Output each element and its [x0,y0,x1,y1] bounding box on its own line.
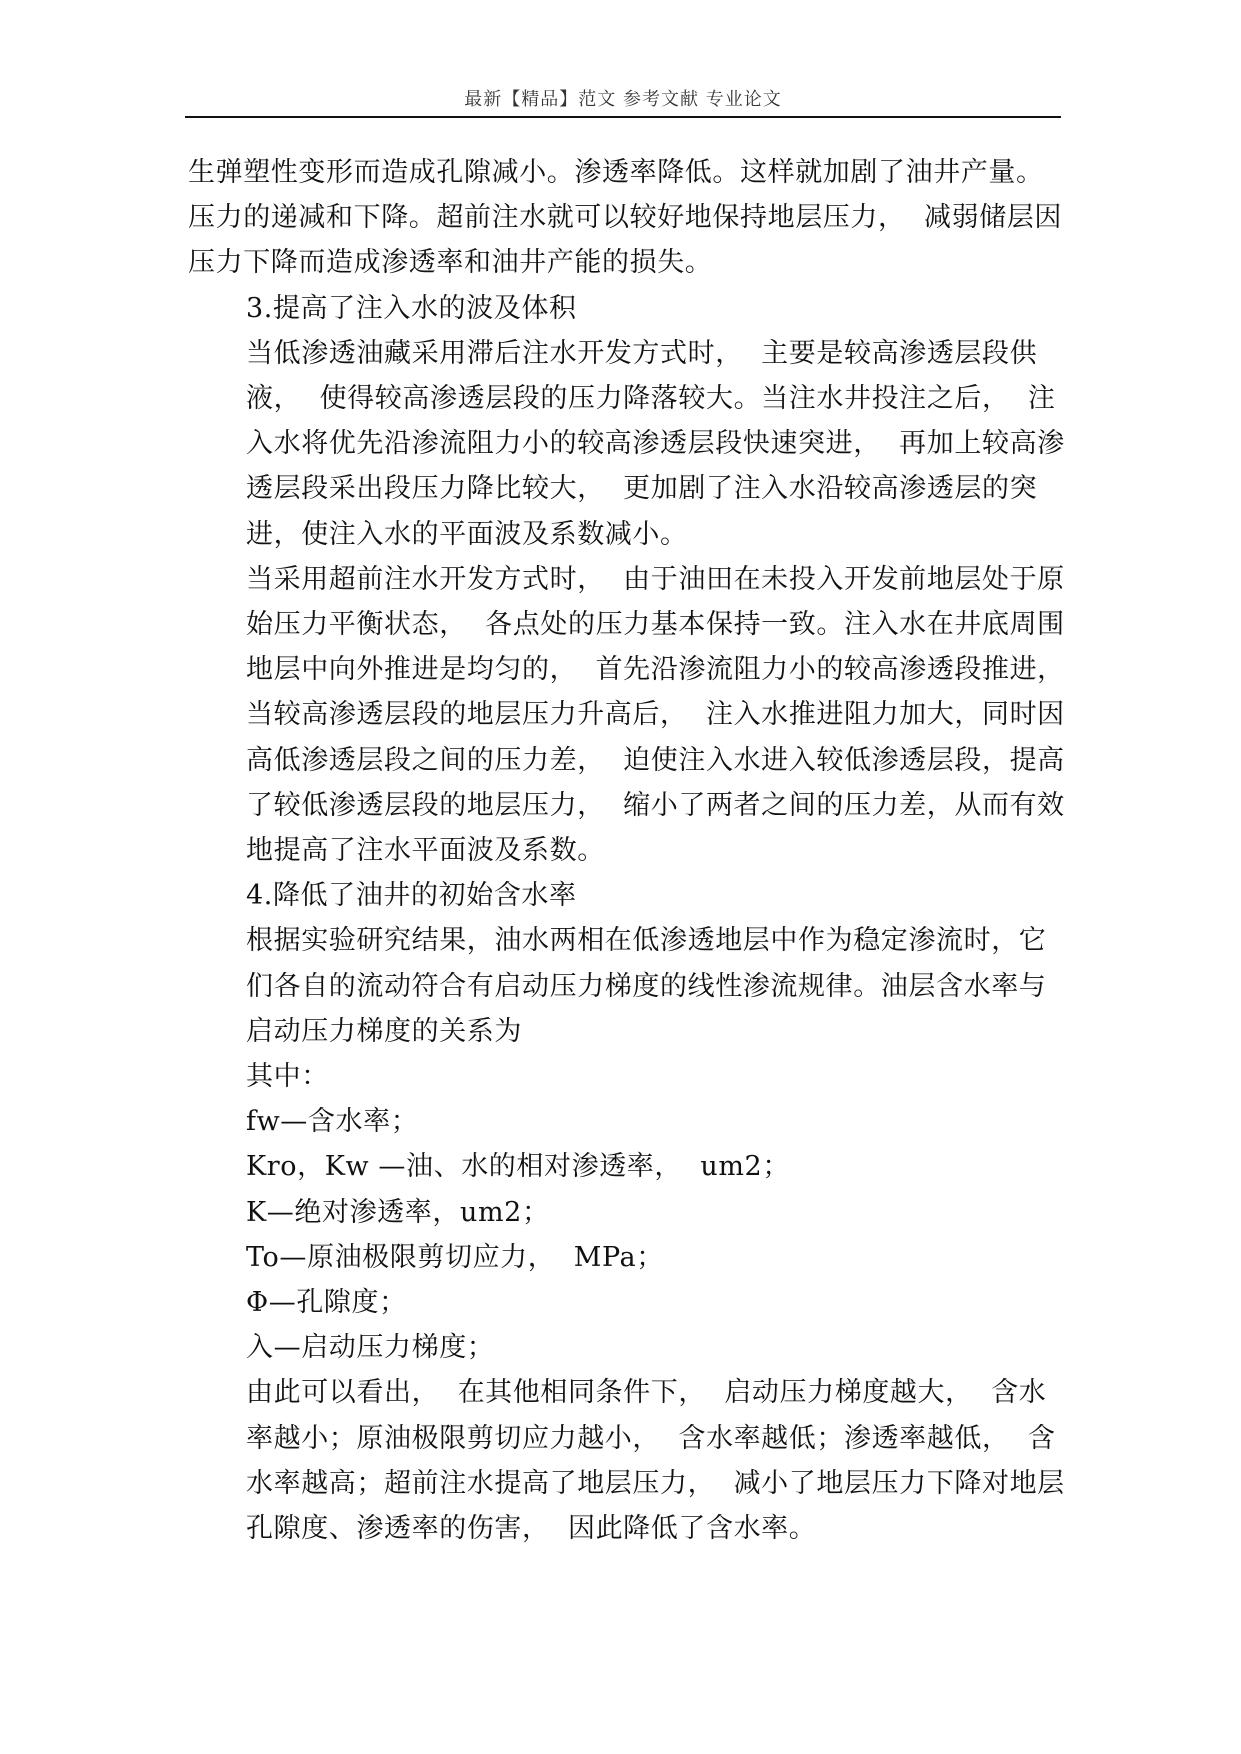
paragraph: 其中： [246,1061,329,1093]
variable-definition: 入—启动压力梯度； [246,1332,495,1364]
document-body [188,150,1084,1551]
paragraph: 生弹塑性变形而造成孔隙减小。渗透率降低。这样就加剧了油井产量。压力的递减和下降。超前注水就可以较好地保持地层压力， 减弱储层因压力下降而造成渗透率和油井产能的损失。 [188,157,1062,279]
variable-definition: Kro，Kw —油、水的相对渗透率， um2； [246,1151,790,1183]
variable-definition: To—原油极限剪切应力， MPa； [246,1241,664,1273]
section-heading: 3.提高了注入水的波及体积 [246,292,577,324]
paragraph: 根据实验研究结果，油水两相在低渗透地层中作为稳定渗流时，它们各自的流动符合有启动压力梯度的线性渗流规律。油层含水率与启动压力梯度的关系为 [246,925,1047,1047]
paragraph: 由此可以看出， 在其他相同条件下， 启动压力梯度越大， 含水率越小；原油极限剪切应力越小， 含水率越低；渗透率越低， 含水率越高；超前注水提高了地层压力， 减小了地层压力下降对地层孔隙度、渗透率的伤害， 因此降低了含水率。 [246,1377,1065,1545]
variable-definition: Φ—孔隙度； [246,1287,407,1319]
paragraph: 当低渗透油藏采用滞后注水开发方式时， 主要是较高渗透层段供液， 使得较高渗透层段的压力降落较大。当注水井投注之后， 注入水将优先沿渗流阻力小的较高渗透层段快速突进， 再加上较高渗透层段采出段压力降比较大， 更加剧了注入水沿较高渗透层的突进，使注入水的平面波及系数减小。 [246,337,1065,550]
variable-definition: K—绝对渗透率，um2； [246,1196,550,1228]
paragraph: 当采用超前注水开发方式时， 由于油田在未投入开发前地层处于原始压力平衡状态， 各点处的压力基本保持一致。注入水在井底周围地层中向外推进是均匀的， 首先沿渗流阻力小的较高渗透段推进， 当较高渗透层段的地层压力升高后， 注入水推进阻力加大，同时因高低渗透层段之间的压力差， 迫使注入水进入较低渗透层段，提高了较低渗透层段的地层压力， 缩小了两者之间的压力差，从而有效地提高了注水平面波及系数。 [246,563,1084,867]
section-heading: 4.降低了油井的初始含水率 [246,880,577,912]
header-divider [185,116,1061,118]
page-header: 最新【精品】范文 参考文献 专业论文 [464,89,782,110]
variable-definition: fw—含水率； [246,1106,419,1138]
